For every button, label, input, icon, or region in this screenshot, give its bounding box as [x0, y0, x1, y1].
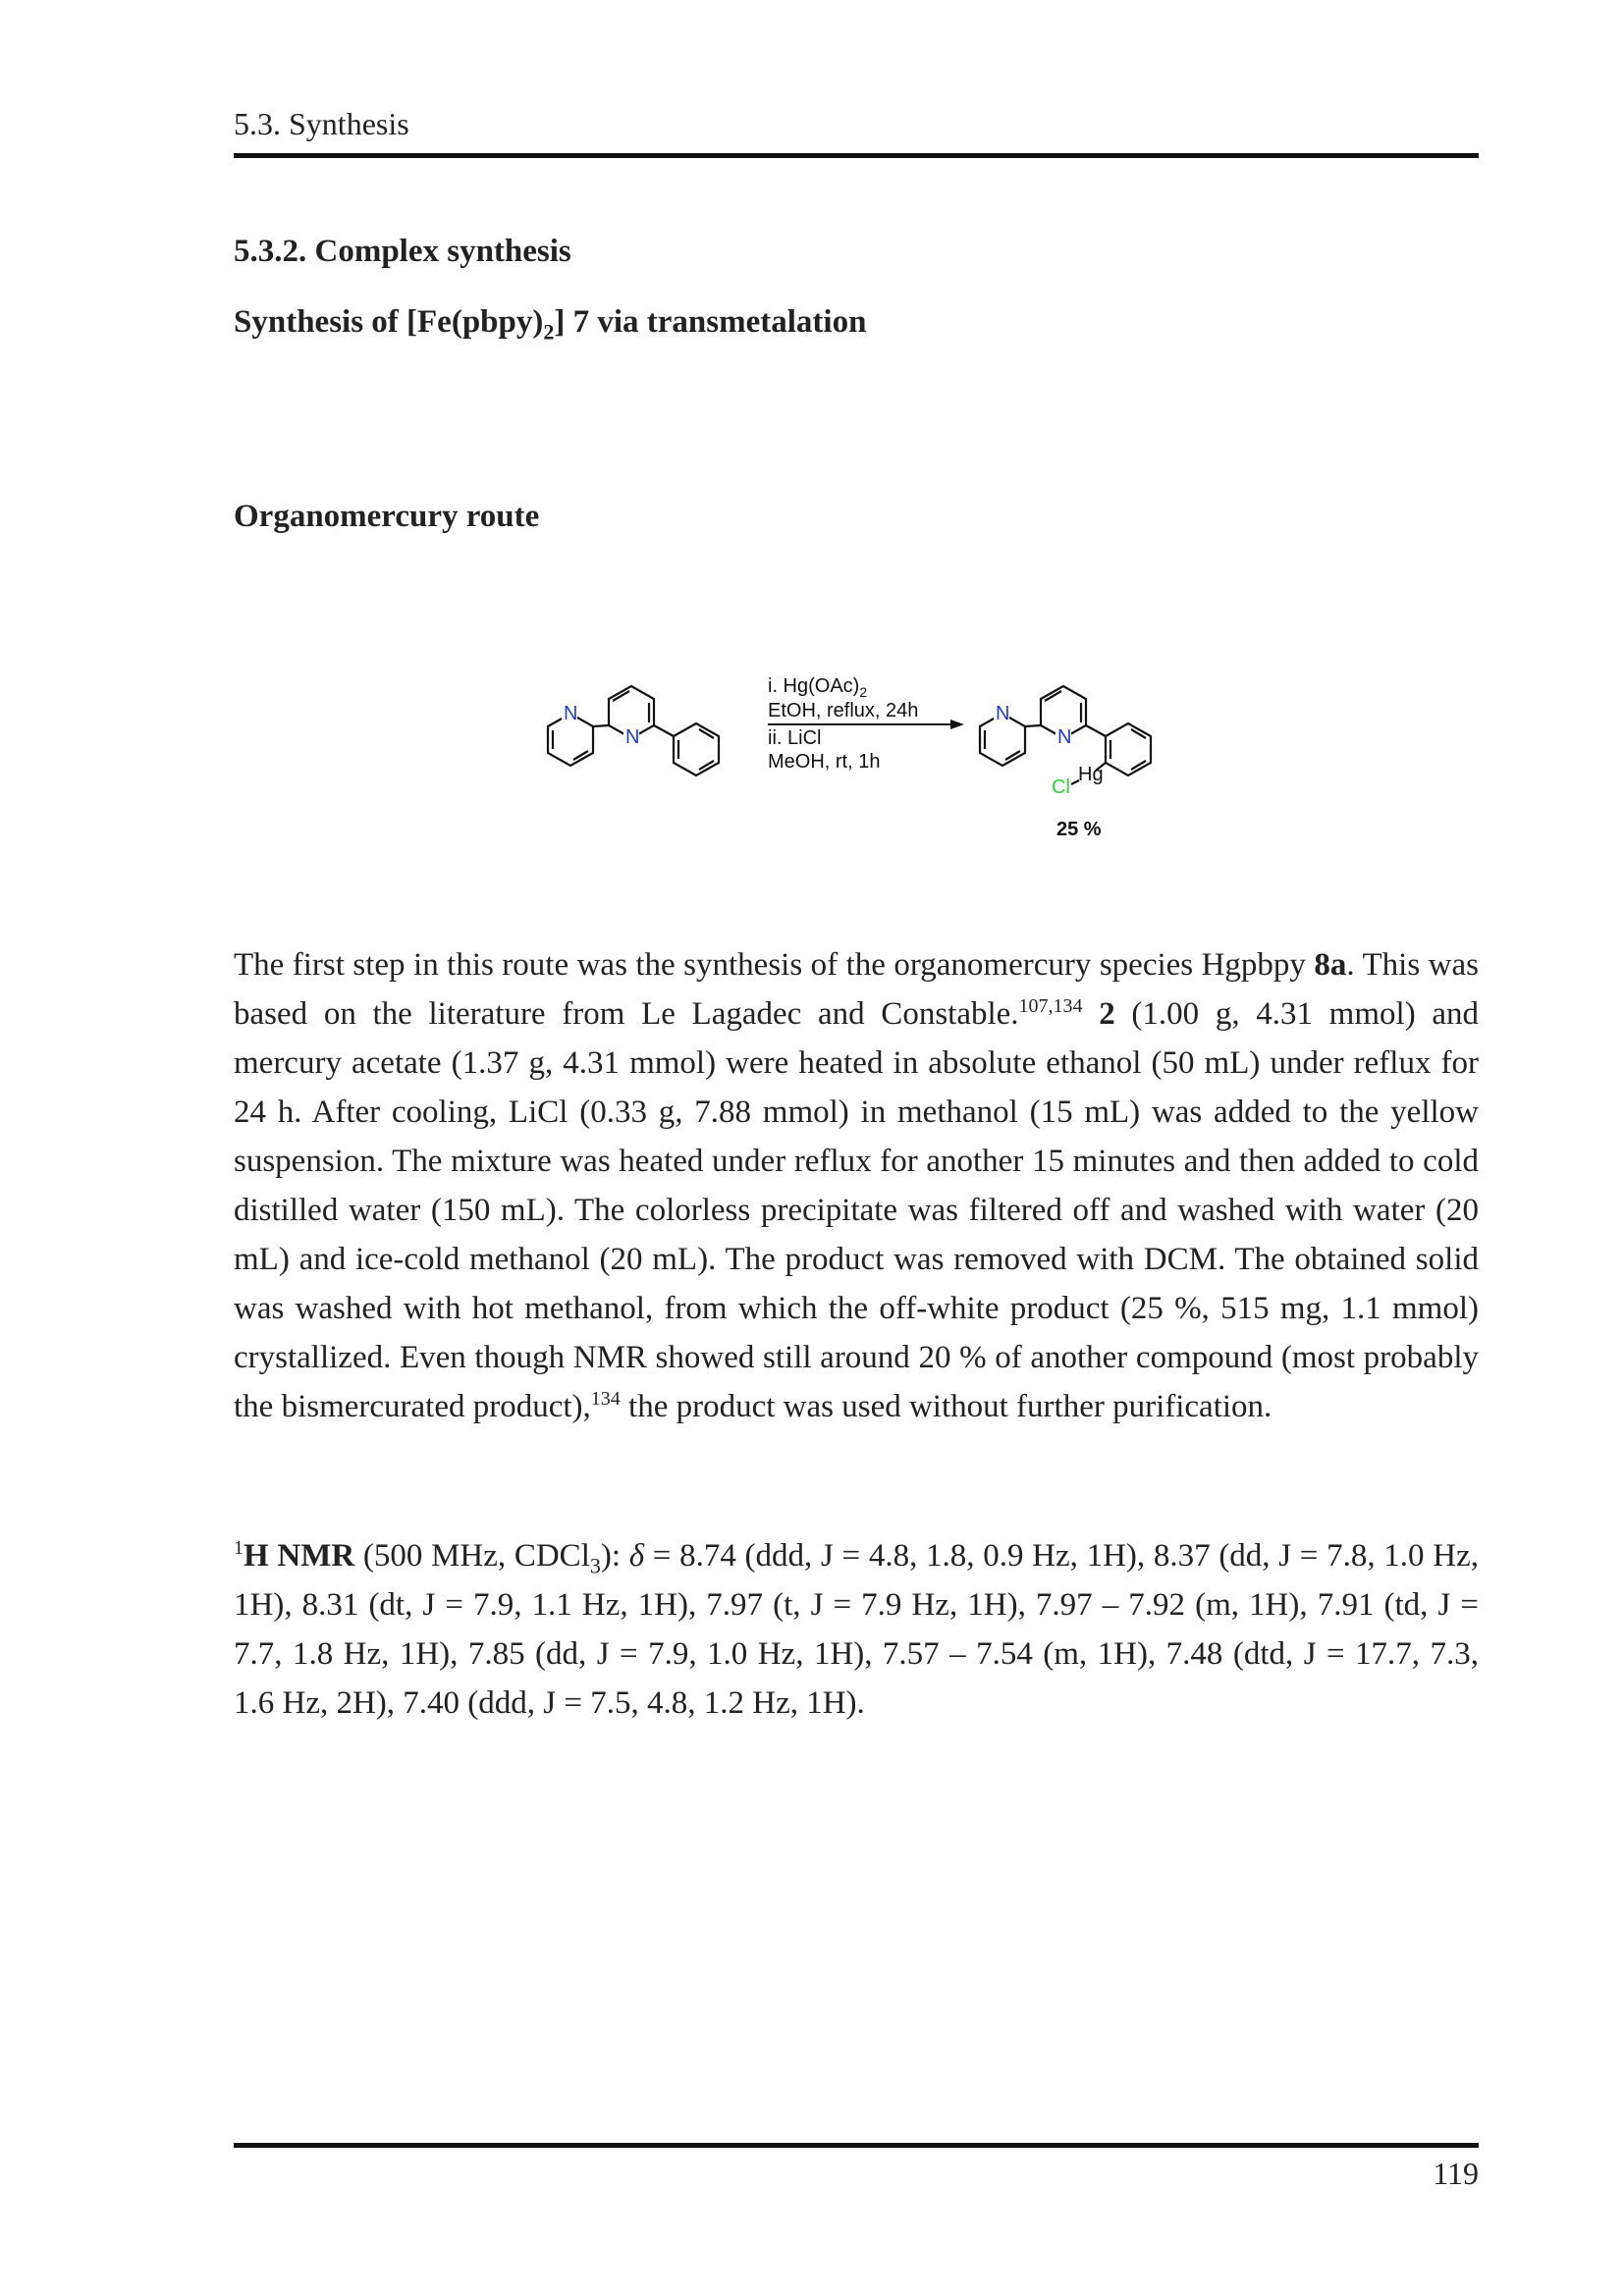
nitrogen-label: N: [1057, 726, 1072, 748]
condition-step1-solvent: EtOH, reflux, 24h: [768, 700, 919, 721]
condition-step1: [768, 675, 867, 700]
phenyl-ring: [674, 723, 719, 775]
paragraph-text: [1083, 996, 1100, 1032]
paragraph-text: The first step in this route was the synthesis of the organomercury species Hgpbpy: [234, 947, 1315, 983]
double-bond: [699, 761, 714, 770]
subsub-subscript: 2: [543, 319, 555, 345]
citation: 107,134: [1018, 995, 1083, 1017]
nmr-conditions: (500 MHz, CDCl: [354, 1538, 590, 1574]
header-rule: [234, 153, 1479, 158]
subsection-title: 5.3.2. Complex synthesis: [234, 234, 571, 269]
yield-label: 25 %: [1056, 819, 1102, 840]
paragraph-text: the product was used without further purification.: [620, 1389, 1272, 1424]
delta-symbol: δ: [628, 1538, 645, 1574]
phenyl-ring: [1106, 723, 1151, 775]
nmr-data: = 8.74 (ddd, J = 4.8, 1.8, 0.9 Hz, 1H), 8.37 (dd, J = 7.8, 1.0 Hz, 1H), 8.31 (dt, J = 7.9, 1.1 Hz, 1H), 7.97 (t, J = 7.9 Hz, 1H), 7.97 – 7.92 (m, 1H), 7.91 (td, J = 7.7, 1.8 Hz, 1H), 7.85 (dd, J = 7.9, 1.0 Hz, 1H), 7.57 – 7.54 (m, 1H), 7.48 (dtd, J = 17.7, 7.3, 1.6 Hz, 2H), 7.40 (ddd, J = 7.5, 4.8, 1.2 Hz, 1H).: [234, 1538, 1479, 1721]
mercury-label: Hg: [1078, 764, 1104, 785]
step1-text: i. Hg(OAc): [768, 675, 860, 697]
subsubsection-title: [234, 304, 867, 345]
condition-step2-solvent: MeOH, rt, 1h: [768, 751, 881, 773]
double-bond: [1131, 761, 1146, 770]
paragraph-text: . This was based on the literature from Le Lagadec and Constable.: [234, 947, 1479, 1032]
compound-number: 2: [1099, 996, 1115, 1032]
nitrogen-label: N: [625, 726, 640, 748]
nmr-subscript: 3: [589, 1553, 601, 1578]
nmr-label: H NMR: [244, 1538, 355, 1574]
double-bond: [1005, 751, 1020, 760]
running-head: 5.3. Synthesis: [234, 106, 409, 141]
double-bond: [573, 751, 588, 760]
nitrogen-label: N: [564, 703, 578, 724]
procedure-paragraph: [234, 940, 1479, 1431]
reaction-scheme: [501, 658, 1208, 854]
ring-bond: [593, 725, 609, 726]
conditions: [768, 675, 964, 773]
nmr-conditions-close: ):: [600, 1538, 629, 1574]
isotope-superscript: 1: [234, 1537, 244, 1559]
subsub-suffix: ] 7 via transmetalation: [554, 304, 867, 340]
footer-rule: [234, 2143, 1479, 2148]
compound-number: 8a: [1314, 947, 1347, 983]
double-bond: [1131, 729, 1146, 738]
condition-step2: ii. LiCl: [768, 727, 822, 749]
route-title: Organomercury route: [234, 499, 540, 534]
page-number: 119: [1433, 2156, 1479, 2191]
subsub-prefix: Synthesis of [Fe(pbpy): [234, 304, 544, 340]
nitrogen-label: N: [996, 703, 1010, 724]
paragraph-text: (1.00 g, 4.31 mmol) and mercury acetate (1.37 g, 4.31 mmol) were heated in absolute ethanol (50 mL) under reflux for 24 h. After cooling, LiCl (0.33 g, 7.88 mmol) in methanol (15 mL) was added to the yellow suspension. The mixture was heated under reflux for another 15 minutes and then added to cold distilled water (150 mL). The colorless precipitate was filtered off and washed with water (20 mL) and ice-cold methanol (20 mL). The product was removed with DCM. The obtained solid was washed with hot methanol, from which the off-white product (25 %, 515 mg, 1.1 mmol) crystallized. Even though NMR showed still around 20 % of another compound (most probably the bismercurated product),: [234, 996, 1480, 1424]
ring-bond: [654, 725, 674, 736]
arrowhead: [950, 720, 964, 729]
ring-bond: [1025, 725, 1041, 726]
chlorine-label: Cl: [1052, 776, 1070, 798]
ring-bond: [1086, 725, 1106, 736]
step1-subscript: 2: [859, 684, 868, 700]
nmr-paragraph: [234, 1531, 1479, 1728]
citation: 134: [590, 1388, 621, 1410]
double-bond: [699, 729, 714, 738]
